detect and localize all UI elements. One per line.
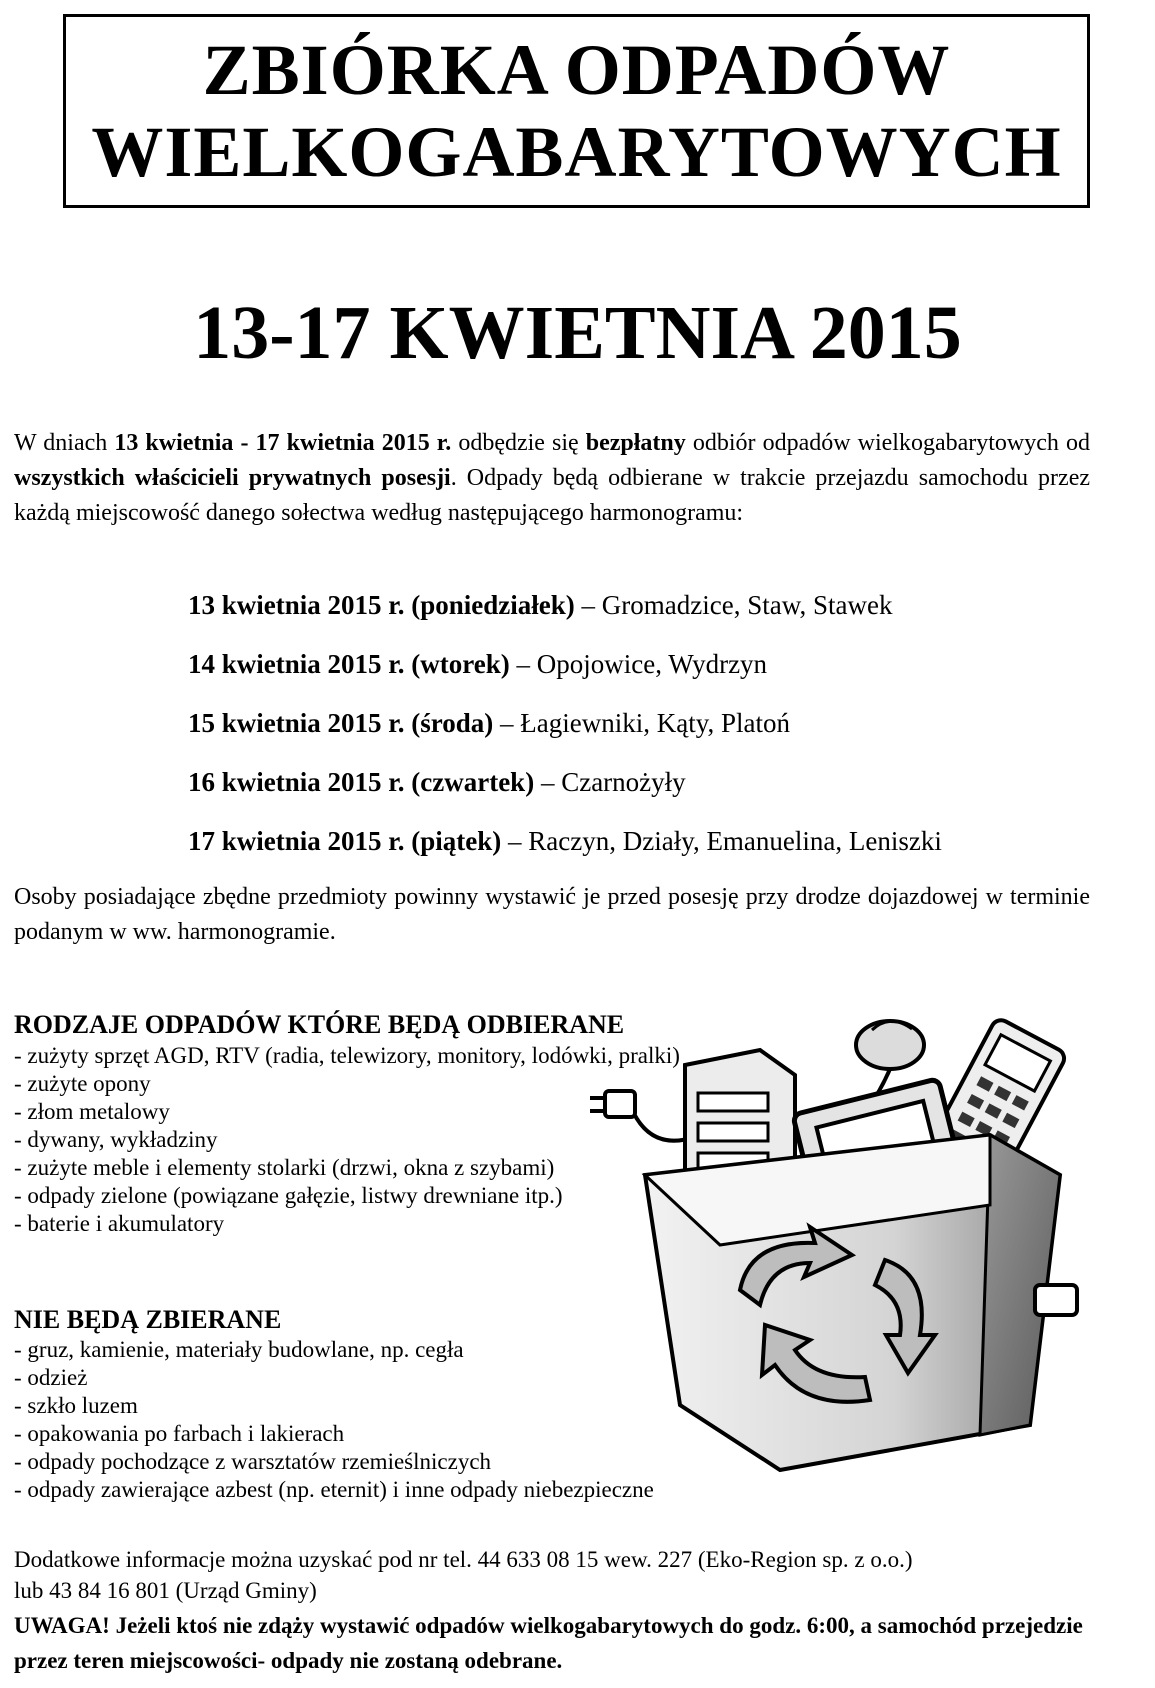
title-line-2: WIELKOGABARYTOWYCH bbox=[91, 112, 1062, 192]
placement-note: Osoby posiadające zbędne przedmioty powinny wystawić je przed posesję przy drodze dojazdowej w terminie podanym w ww. harmonogramie. bbox=[14, 884, 1090, 945]
list-item: - opakowania po farbach i lakierach bbox=[14, 1421, 345, 1446]
list-item: - odpady pochodzące z warsztatów rzemieślniczych bbox=[14, 1449, 492, 1474]
intro-date-range: 13 kwietnia - 17 kwietnia 2015 r. bbox=[114, 430, 452, 456]
date-heading: 13-17 KWIETNIA 2015 bbox=[193, 291, 962, 375]
schedule-date: 16 kwietnia 2015 r. (czwartek) bbox=[188, 767, 535, 797]
not-collected-list bbox=[14, 1336, 654, 1504]
list-item: - odpady zielone (powiązane gałęzie, listwy drewniane itp.) bbox=[14, 1183, 563, 1208]
schedule-date: 14 kwietnia 2015 r. (wtorek) bbox=[188, 649, 510, 679]
contact-line-2: lub 43 84 16 801 (Urząd Gminy) bbox=[14, 1578, 317, 1603]
not-collected-heading: NIE BĘDĄ ZBIERANE bbox=[14, 1305, 282, 1334]
list-item: - odpady zawierające azbest (np. eternit) i inne odpady niebezpieczne bbox=[14, 1477, 654, 1502]
intro-owners: wszystkich właścicieli prywatnych posesji bbox=[14, 465, 451, 491]
schedule-item bbox=[188, 706, 1088, 765]
intro-text: odbiór odpadów wielkogabarytowych od bbox=[685, 430, 1090, 456]
intro-free: bezpłatny bbox=[585, 430, 686, 456]
intro-text: odbędzie się bbox=[451, 430, 586, 456]
schedule-places: – Łagiewniki, Kąty, Platoń bbox=[493, 708, 790, 738]
footer bbox=[14, 1544, 1094, 1678]
schedule-date: 17 kwietnia 2015 r. (piątek) bbox=[188, 826, 502, 856]
warning-text: UWAGA! Jeżeli ktoś nie zdąży wystawić odpadów wielkogabarytowych do godz. 6:00, a samochód przejedzie przez teren miejscowości- odpady nie zostaną odebrane. bbox=[14, 1613, 1083, 1673]
schedule-places: – Opojowice, Wydrzyn bbox=[509, 649, 768, 679]
list-item: - złom metalowy bbox=[14, 1099, 170, 1124]
schedule-item bbox=[188, 824, 1088, 883]
schedule-list bbox=[188, 588, 1088, 883]
title-line-1: ZBIÓRKA ODPADÓW bbox=[202, 30, 951, 110]
schedule-places: – Czarnożyły bbox=[534, 767, 686, 797]
list-item: - zużyte meble i elementy stolarki (drzwi, okna z szybami) bbox=[14, 1155, 555, 1180]
recycling-bin-electronics-icon bbox=[590, 1005, 1090, 1475]
list-item: - zużyty sprzęt AGD, RTV (radia, telewizory, monitory, lodówki, pralki) bbox=[14, 1043, 680, 1068]
intro-text: . Odpady będą odbierane w trakcie przejazdu samochodu przez każdą miejscowość danego sołectwa według następującego harmonogramu: bbox=[14, 465, 1090, 526]
list-item: - zużyte opony bbox=[14, 1071, 151, 1096]
contact-line-1: Dodatkowe informacje można uzyskać pod nr tel. 44 633 08 15 wew. 227 (Eko-Region sp. z o.o.) bbox=[14, 1547, 913, 1572]
schedule-item bbox=[188, 765, 1088, 824]
intro-text: W dniach bbox=[14, 430, 115, 456]
list-item: - gruz, kamienie, materiały budowlane, np. cegła bbox=[14, 1337, 464, 1362]
list-item: - odzież bbox=[14, 1365, 88, 1390]
list-item: - szkło luzem bbox=[14, 1393, 138, 1418]
schedule-places: – Raczyn, Działy, Emanuelina, Leniszki bbox=[501, 826, 942, 856]
collected-list bbox=[14, 1042, 680, 1238]
intro-paragraph bbox=[14, 426, 1090, 531]
collected-heading: RODZAJE ODPADÓW KTÓRE BĘDĄ ODBIERANE bbox=[14, 1010, 625, 1039]
schedule-item bbox=[188, 588, 1088, 647]
list-item: - dywany, wykładziny bbox=[14, 1127, 218, 1152]
schedule-places: – Gromadzice, Staw, Stawek bbox=[574, 590, 893, 620]
schedule-item bbox=[188, 647, 1088, 706]
schedule-date: 13 kwietnia 2015 r. (poniedziałek) bbox=[188, 590, 575, 620]
title-box bbox=[63, 14, 1090, 208]
list-item: - baterie i akumulatory bbox=[14, 1211, 225, 1236]
schedule-date: 15 kwietnia 2015 r. (środa) bbox=[188, 708, 494, 738]
